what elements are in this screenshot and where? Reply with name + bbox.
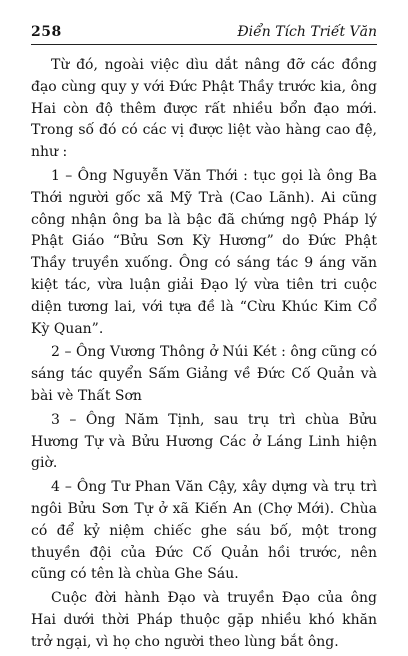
paragraph: Cuộc đời hành Đạo và truyền Đạo của ông Hai dưới thời Pháp thuộc gặp nhiều khó khăn trở ngại, vì họ cho người theo lùng bắt ông. [31,590,377,650]
page-header [31,22,377,44]
header-rule [31,44,377,45]
page-body [31,55,377,656]
page-number: 258 [31,24,62,40]
paragraph: 1 – Ông Nguyễn Văn Thới : tục gọi là ông Ba Thới người gốc xã Mỹ Trà (Cao Lãnh). Ai cũng công nhận ông ba là bậc đã chứng ngộ Pháp lý Phật Giáo “Bửu Sơn Kỳ Hương” do Đức Phật Thầy truyền xuống. Ông có sáng tác 9 áng văn kiệt tác, vừa luận giải Đạo lý vừa tiên tri cuộc diện tương lai, với tựa đề là “Cừu Khúc Kim Cổ Kỳ Quan”. [31,167,377,337]
paragraph: Từ đó, ngoài việc dìu dắt nâng đỡ các đồng đạo cùng quy y với Đức Phật Thầy trước kia, ông Hai còn độ thêm được rất nhiều bổn đạo mới. Trong số đó có các vị được liệt vào hàng cao đệ, như : [31,57,377,161]
paragraph: 2 – Ông Vương Thông ở Núi Két : ông cũng có sáng tác quyển Sấm Giảng về Đức Cố Quản và bài vè Thất Sơn [31,344,377,404]
paragraph: 4 – Ông Tư Phan Văn Cậy, xây dựng và trụ trì ngôi Bửu Sơn Tự ở xã Kiến An (Chợ Mới). Chùa có để kỷ niệm chiếc ghe sáu bố, một trong thuyền đội của Đức Cố Quản hồi trước, nên cũng có tên là chùa Ghe Sáu. [31,479,377,583]
paragraph: 3 – Ông Năm Tịnh, sau trụ trì chùa Bửu Hương Tự và Bửu Hương Các ở Láng Linh hiện giờ. [31,411,377,472]
running-title: Điển Tích Triết Văn [237,24,377,40]
